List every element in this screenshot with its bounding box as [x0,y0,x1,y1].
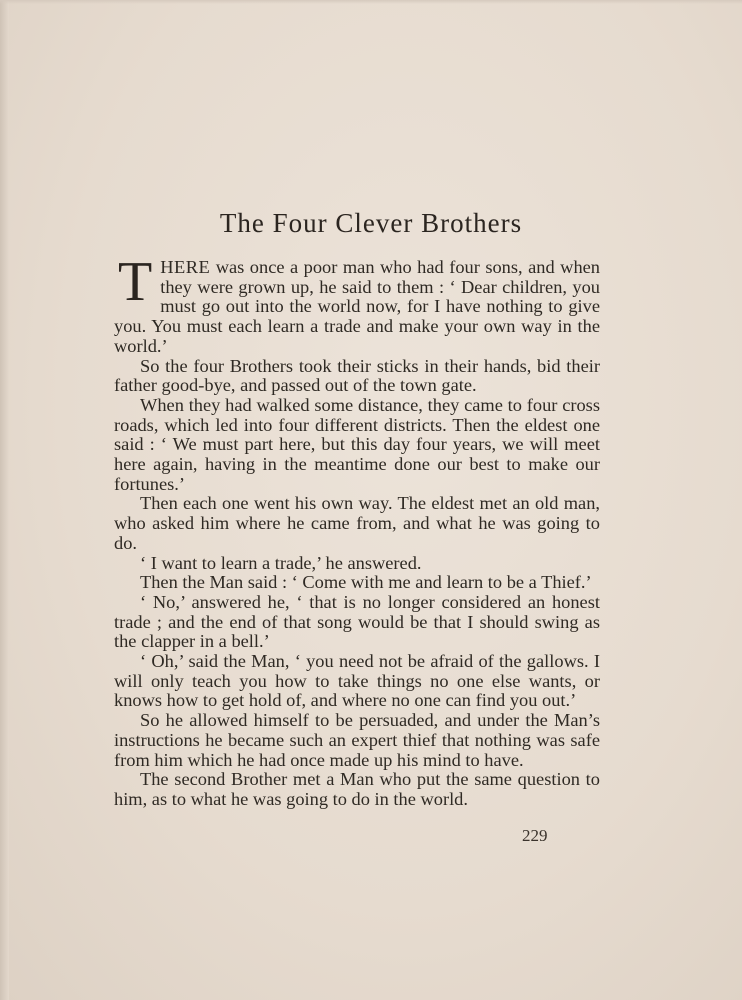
paragraph-4: Then each one went his own way. The eldest met an old man, who asked him where he came from, and what he was going to do. [114,493,600,553]
paragraph-1 [114,251,600,357]
chapter-title: The Four Clever Brothers [219,208,523,238]
page-top-edge [0,0,742,4]
page-gutter-edge [0,0,9,1000]
paragraph-2: So the four Brothers took their sticks in their hands, bid their father good-bye, and passed out of the town gate. [114,355,600,396]
page-number: 229 [522,826,548,845]
paragraph-8: ‘ Oh,’ said the Man, ‘ you need not be afraid of the gallows. I will only teach you how to take things no one else wants, or knows how to get hold of, and where no one can find you out.’ [114,651,600,711]
paragraph-5: ‘ I want to learn a trade,’ he answered. [140,552,422,573]
drop-cap-letter: T [118,251,153,313]
paragraph-7: ‘ No,’ answered he, ‘ that is no longer considered an honest trade ; and the end of that song would be that I should swing as the clapper in a bell.’ [114,591,600,652]
first-word-rest: HERE [160,257,211,277]
paragraph-10: The second Brother met a Man who put the same question to him, as to what he was going to do in the world. [114,769,600,809]
story-body [114,251,600,810]
paragraph-3: When they had walked some distance, they came to four cross roads, which led into four different districts. Then the eldest one said : ‘ We must part here, but this day four years, we will meet here again, having in the meantime done our best to make our fortunes.’ [114,394,600,494]
paragraph-9: So he allowed himself to be persuaded, and under the Man’s instructions he became such an expert thief that nothing was safe from him which he had once made up his mind to have. [114,710,600,770]
paragraph-6: Then the Man said : ‘ Come with me and learn to be a Thief.’ [140,572,592,593]
paragraph-1-text: was once a poor man who had four sons, and when they were grown up, he said to them : ‘ Dear children, you must go out into the world now, for I have nothing to give you. You must each learn a trade and make your own way in the world.’ [114,257,600,356]
